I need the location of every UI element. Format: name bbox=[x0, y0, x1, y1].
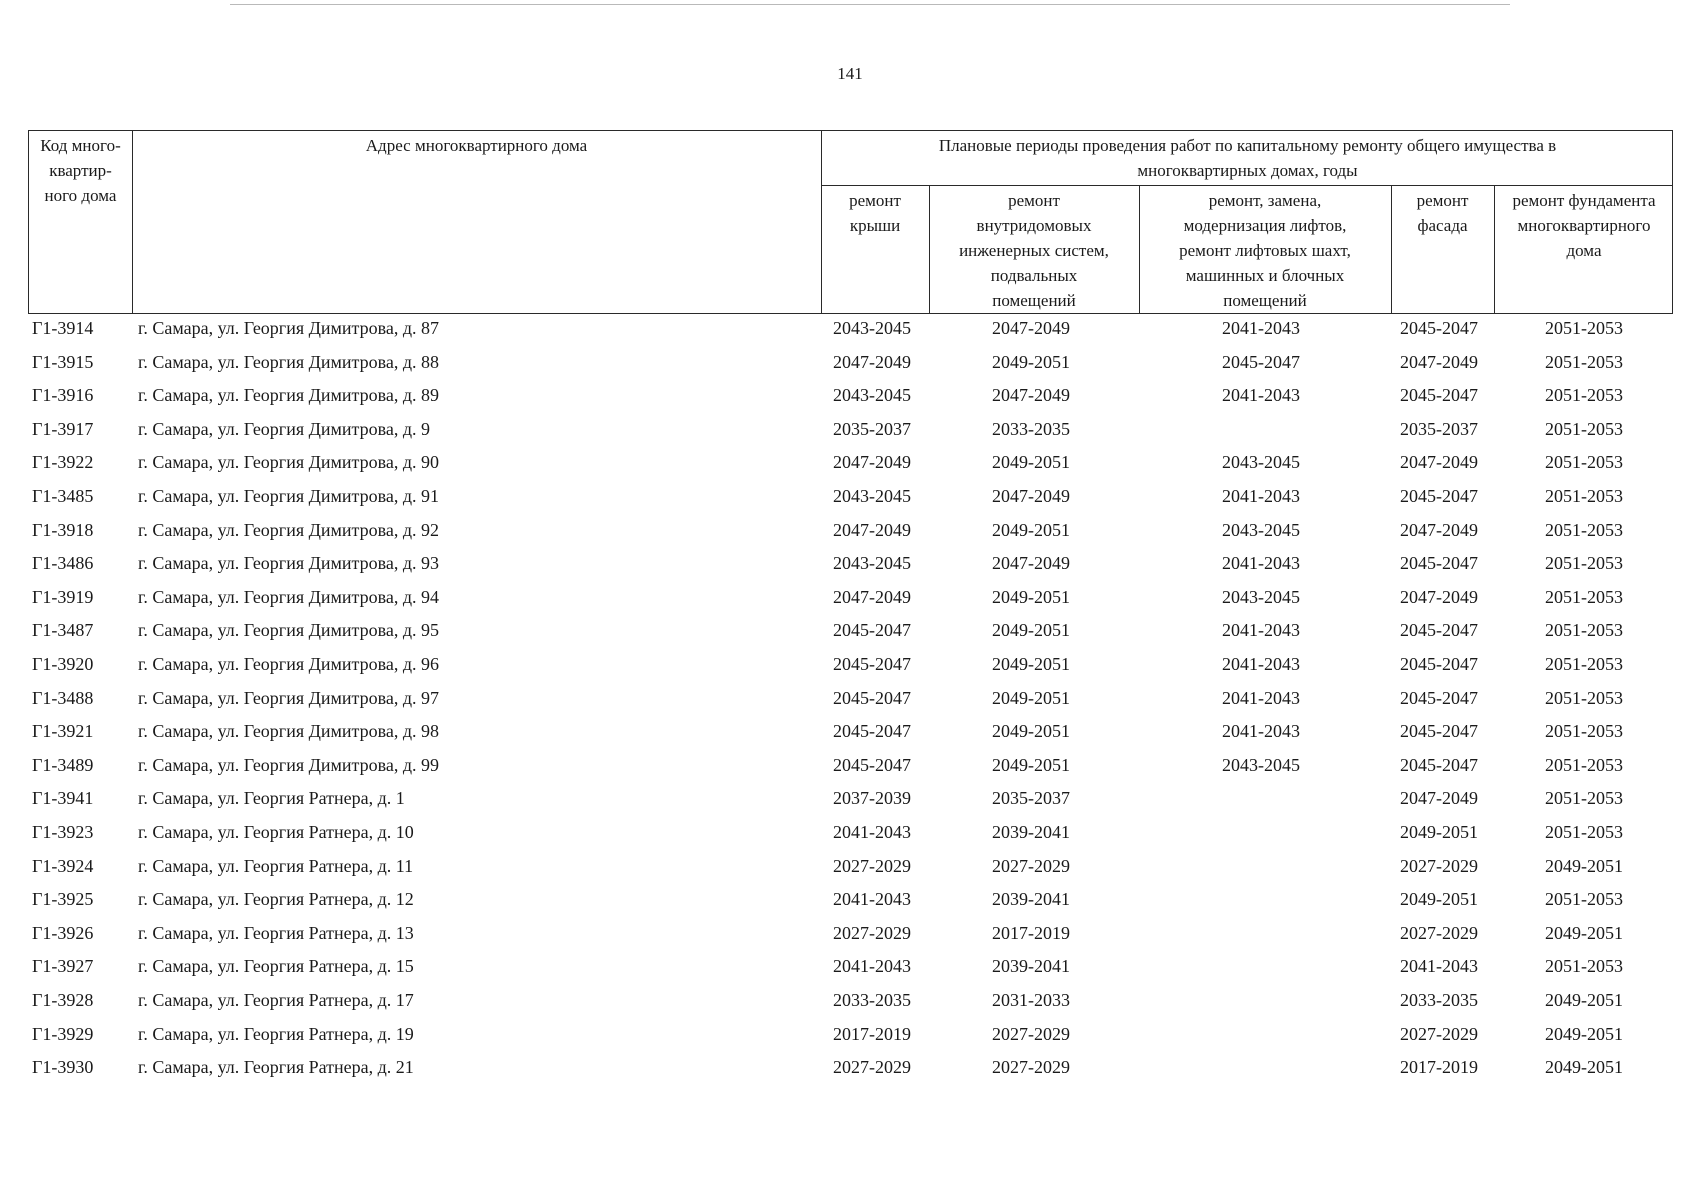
header-line: инженерных систем, bbox=[959, 241, 1109, 260]
table-row bbox=[0, 415, 1708, 449]
row-foundation: 2051-2053 bbox=[1545, 956, 1623, 977]
table-row bbox=[0, 482, 1708, 516]
row-roof: 2033-2035 bbox=[833, 990, 911, 1010]
row-foundation: 2049-2051 bbox=[1545, 922, 1623, 943]
header-line: ремонт фундамента bbox=[1512, 191, 1656, 210]
header-line: подвальных bbox=[990, 266, 1078, 285]
row-roof: 2041-2043 bbox=[833, 822, 911, 842]
row-systems: 2017-2019 bbox=[992, 922, 1070, 943]
row-address: г. Самара, ул. Георгия Ратнера, д. 10 bbox=[138, 822, 414, 842]
table-row bbox=[0, 1020, 1708, 1054]
row-code: Г1-3914 bbox=[32, 318, 94, 338]
header-line: ремонт лифтовых шахт, bbox=[1179, 241, 1351, 260]
row-address: г. Самара, ул. Георгия Димитрова, д. 99 bbox=[138, 754, 440, 775]
row-systems: 2027-2029 bbox=[992, 1057, 1070, 1078]
row-lifts: 2041-2043 bbox=[1222, 620, 1300, 641]
row-lifts: 2045-2047 bbox=[1222, 351, 1300, 372]
header-line: многоквартирного bbox=[1517, 216, 1651, 235]
row-address: г. Самара, ул. Георгия Димитрова, д. 98 bbox=[138, 721, 440, 742]
row-foundation: 2049-2051 bbox=[1545, 990, 1623, 1010]
row-foundation: 2051-2053 bbox=[1545, 620, 1623, 641]
header-line: крыши bbox=[849, 216, 901, 235]
row-roof: 2045-2047 bbox=[833, 620, 911, 641]
row-systems: 2031-2033 bbox=[992, 990, 1070, 1010]
header-line: ремонт, замена, bbox=[1208, 191, 1322, 210]
row-code: Г1-3487 bbox=[32, 620, 94, 641]
row-lifts: 2041-2043 bbox=[1222, 721, 1300, 742]
row-code: Г1-3925 bbox=[32, 889, 94, 910]
row-address: г. Самара, ул. Георгия Димитрова, д. 91 bbox=[138, 486, 440, 506]
row-code: Г1-3917 bbox=[32, 418, 94, 439]
page-number: 141 bbox=[837, 64, 863, 83]
row-systems: 2049-2051 bbox=[992, 721, 1070, 742]
row-code: Г1-3919 bbox=[32, 586, 94, 607]
row-facade: 2045-2047 bbox=[1400, 687, 1478, 708]
row-roof: 2041-2043 bbox=[833, 956, 911, 977]
row-facade: 2027-2029 bbox=[1400, 855, 1478, 876]
row-foundation: 2049-2051 bbox=[1545, 1057, 1623, 1078]
row-roof: 2041-2043 bbox=[833, 889, 911, 910]
row-foundation: 2051-2053 bbox=[1545, 318, 1623, 338]
row-code: Г1-3926 bbox=[32, 922, 94, 943]
table-row bbox=[0, 381, 1708, 415]
row-code: Г1-3924 bbox=[32, 855, 94, 876]
row-foundation: 2051-2053 bbox=[1545, 351, 1623, 372]
row-foundation: 2049-2051 bbox=[1545, 1023, 1623, 1044]
row-code: Г1-3485 bbox=[32, 486, 94, 506]
row-foundation: 2051-2053 bbox=[1545, 721, 1623, 742]
row-foundation: 2051-2053 bbox=[1545, 385, 1623, 406]
row-roof: 2037-2039 bbox=[833, 788, 911, 809]
table-row bbox=[0, 717, 1708, 751]
row-code: Г1-3928 bbox=[32, 990, 94, 1010]
row-roof: 2017-2019 bbox=[833, 1023, 911, 1044]
row-systems: 2027-2029 bbox=[992, 855, 1070, 876]
row-address: г. Самара, ул. Георгия Димитрова, д. 89 bbox=[138, 385, 440, 406]
row-address: г. Самара, ул. Георгия Ратнера, д. 12 bbox=[138, 889, 414, 910]
row-facade: 2049-2051 bbox=[1400, 822, 1478, 842]
row-facade: 2047-2049 bbox=[1400, 351, 1478, 372]
row-code: Г1-3920 bbox=[32, 654, 94, 674]
row-code: Г1-3922 bbox=[32, 452, 94, 473]
row-systems: 2027-2029 bbox=[992, 1023, 1070, 1044]
row-roof: 2027-2029 bbox=[833, 1057, 911, 1078]
row-foundation: 2051-2053 bbox=[1545, 418, 1623, 439]
row-facade: 2045-2047 bbox=[1400, 654, 1478, 674]
row-code: Г1-3486 bbox=[32, 553, 94, 574]
table-row bbox=[0, 986, 1708, 1020]
table-row bbox=[0, 852, 1708, 886]
row-code: Г1-3941 bbox=[32, 788, 94, 809]
table-row bbox=[0, 616, 1708, 650]
row-roof: 2027-2029 bbox=[833, 922, 911, 943]
row-systems: 2049-2051 bbox=[992, 519, 1070, 540]
row-systems: 2049-2051 bbox=[992, 586, 1070, 607]
row-foundation: 2051-2053 bbox=[1545, 586, 1623, 607]
table-row bbox=[0, 751, 1708, 785]
row-code: Г1-3916 bbox=[32, 385, 94, 406]
row-systems: 2047-2049 bbox=[992, 486, 1070, 506]
row-roof: 2047-2049 bbox=[833, 586, 911, 607]
col-foundation-header bbox=[1494, 188, 1674, 263]
row-code: Г1-3921 bbox=[32, 721, 94, 742]
header-line: дома bbox=[1566, 241, 1602, 260]
header-line: Код много- bbox=[40, 136, 121, 155]
header-line: помещений bbox=[1223, 291, 1307, 310]
row-code: Г1-3915 bbox=[32, 351, 94, 372]
col-lifts-header bbox=[1139, 188, 1391, 313]
col-facade-header bbox=[1391, 188, 1494, 238]
row-facade: 2047-2049 bbox=[1400, 586, 1478, 607]
row-foundation: 2051-2053 bbox=[1545, 822, 1623, 842]
row-address: г. Самара, ул. Георгия Ратнера, д. 17 bbox=[138, 990, 414, 1010]
header-line: ремонт bbox=[849, 191, 901, 210]
row-systems: 2049-2051 bbox=[992, 654, 1070, 674]
row-foundation: 2051-2053 bbox=[1545, 452, 1623, 473]
row-systems: 2039-2041 bbox=[992, 889, 1070, 910]
row-facade: 2045-2047 bbox=[1400, 385, 1478, 406]
header-line: внутридомовых bbox=[976, 216, 1092, 235]
col-roof-header bbox=[821, 188, 929, 238]
row-code: Г1-3488 bbox=[32, 687, 94, 708]
table-row bbox=[0, 919, 1708, 953]
row-address: г. Самара, ул. Георгия Димитрова, д. 92 bbox=[138, 519, 440, 540]
row-roof: 2043-2045 bbox=[833, 385, 911, 406]
row-facade: 2047-2049 bbox=[1400, 519, 1478, 540]
row-lifts: 2041-2043 bbox=[1222, 553, 1300, 574]
header-line: Плановые периоды проведения работ по капитальному ремонту общего имущества в bbox=[938, 136, 1557, 155]
row-foundation: 2051-2053 bbox=[1545, 553, 1623, 574]
table-row bbox=[0, 684, 1708, 718]
row-lifts: 2041-2043 bbox=[1222, 385, 1300, 406]
table-row bbox=[0, 348, 1708, 382]
row-facade: 2047-2049 bbox=[1400, 788, 1478, 809]
row-facade: 2045-2047 bbox=[1400, 754, 1478, 775]
header-line: модернизация лифтов, bbox=[1183, 216, 1347, 235]
row-lifts: 2043-2045 bbox=[1222, 586, 1300, 607]
row-address: г. Самара, ул. Георгия Димитрова, д. 94 bbox=[138, 586, 440, 607]
row-address: г. Самара, ул. Георгия Димитрова, д. 93 bbox=[138, 553, 440, 574]
table-row bbox=[0, 952, 1708, 986]
row-foundation: 2051-2053 bbox=[1545, 519, 1623, 540]
row-roof: 2045-2047 bbox=[833, 687, 911, 708]
row-facade: 2041-2043 bbox=[1400, 956, 1478, 977]
row-facade: 2045-2047 bbox=[1400, 553, 1478, 574]
row-address: г. Самара, ул. Георгия Ратнера, д. 13 bbox=[138, 922, 414, 943]
table-row bbox=[0, 314, 1708, 348]
table-row bbox=[0, 549, 1708, 583]
row-systems: 2049-2051 bbox=[992, 452, 1070, 473]
row-address: г. Самара, ул. Георгия Димитрова, д. 97 bbox=[138, 687, 440, 708]
row-systems: 2039-2041 bbox=[992, 822, 1070, 842]
row-facade: 2045-2047 bbox=[1400, 486, 1478, 506]
row-systems: 2049-2051 bbox=[992, 754, 1070, 775]
header-line: ного дома bbox=[44, 186, 117, 205]
header-line: квартир- bbox=[49, 161, 112, 180]
table-row bbox=[0, 818, 1708, 852]
table-row bbox=[0, 448, 1708, 482]
row-lifts: 2043-2045 bbox=[1222, 452, 1300, 473]
header-line: многоквартирных домах, годы bbox=[1137, 161, 1358, 180]
col-systems-header bbox=[929, 188, 1139, 313]
row-address: г. Самара, ул. Георгия Ратнера, д. 15 bbox=[138, 956, 414, 977]
row-roof: 2043-2045 bbox=[833, 553, 911, 574]
table-row bbox=[0, 1053, 1708, 1087]
row-facade: 2035-2037 bbox=[1400, 418, 1478, 439]
table-row bbox=[0, 885, 1708, 919]
row-facade: 2027-2029 bbox=[1400, 922, 1478, 943]
row-systems: 2035-2037 bbox=[992, 788, 1070, 809]
divider bbox=[132, 131, 133, 313]
table-row bbox=[0, 516, 1708, 550]
col-address-header: Адрес многоквартирного дома bbox=[365, 136, 588, 155]
row-code: Г1-3923 bbox=[32, 822, 94, 842]
row-lifts: 2041-2043 bbox=[1222, 654, 1300, 674]
row-lifts: 2043-2045 bbox=[1222, 519, 1300, 540]
row-foundation: 2051-2053 bbox=[1545, 788, 1623, 809]
row-foundation: 2051-2053 bbox=[1545, 486, 1623, 506]
row-address: г. Самара, ул. Георгия Димитрова, д. 96 bbox=[138, 654, 440, 674]
header-line: машинных и блочных bbox=[1185, 266, 1345, 285]
row-address: г. Самара, ул. Георгия Димитрова, д. 88 bbox=[138, 351, 440, 372]
row-roof: 2043-2045 bbox=[833, 318, 911, 338]
row-systems: 2033-2035 bbox=[992, 418, 1070, 439]
row-roof: 2047-2049 bbox=[833, 452, 911, 473]
row-facade: 2045-2047 bbox=[1400, 721, 1478, 742]
table-header bbox=[28, 130, 1673, 314]
row-systems: 2047-2049 bbox=[992, 318, 1070, 338]
row-address: г. Самара, ул. Георгия Ратнера, д. 21 bbox=[138, 1057, 414, 1078]
row-lifts: 2041-2043 bbox=[1222, 318, 1300, 338]
row-roof: 2035-2037 bbox=[833, 418, 911, 439]
row-lifts: 2041-2043 bbox=[1222, 486, 1300, 506]
row-systems: 2047-2049 bbox=[992, 385, 1070, 406]
row-roof: 2045-2047 bbox=[833, 721, 911, 742]
row-code: Г1-3927 bbox=[32, 956, 94, 977]
row-foundation: 2051-2053 bbox=[1545, 687, 1623, 708]
row-lifts: 2043-2045 bbox=[1222, 754, 1300, 775]
row-roof: 2047-2049 bbox=[833, 351, 911, 372]
table-row bbox=[0, 784, 1708, 818]
row-facade: 2017-2019 bbox=[1400, 1057, 1478, 1078]
row-address: г. Самара, ул. Георгия Димитрова, д. 90 bbox=[138, 452, 440, 473]
row-systems: 2049-2051 bbox=[992, 687, 1070, 708]
row-facade: 2033-2035 bbox=[1400, 990, 1478, 1010]
row-code: Г1-3929 bbox=[32, 1023, 94, 1044]
row-address: г. Самара, ул. Георгия Ратнера, д. 19 bbox=[138, 1023, 414, 1044]
row-address: г. Самара, ул. Георгия Ратнера, д. 1 bbox=[138, 788, 405, 809]
table-row bbox=[0, 650, 1708, 684]
row-facade: 2049-2051 bbox=[1400, 889, 1478, 910]
row-address: г. Самара, ул. Георгия Ратнера, д. 11 bbox=[138, 855, 414, 876]
row-systems: 2039-2041 bbox=[992, 956, 1070, 977]
row-code: Г1-3918 bbox=[32, 519, 94, 540]
row-systems: 2049-2051 bbox=[992, 351, 1070, 372]
scan-top-line bbox=[230, 4, 1510, 5]
row-systems: 2049-2051 bbox=[992, 620, 1070, 641]
row-systems: 2047-2049 bbox=[992, 553, 1070, 574]
row-facade: 2045-2047 bbox=[1400, 620, 1478, 641]
header-line: помещений bbox=[992, 291, 1076, 310]
table-row bbox=[0, 583, 1708, 617]
row-address: г. Самара, ул. Георгия Димитрова, д. 95 bbox=[138, 620, 440, 641]
row-facade: 2045-2047 bbox=[1400, 318, 1478, 338]
row-address: г. Самара, ул. Георгия Димитрова, д. 87 bbox=[138, 318, 440, 338]
row-roof: 2043-2045 bbox=[833, 486, 911, 506]
divider bbox=[821, 185, 1672, 186]
row-roof: 2027-2029 bbox=[833, 855, 911, 876]
row-lifts: 2041-2043 bbox=[1222, 687, 1300, 708]
row-code: Г1-3930 bbox=[32, 1057, 94, 1078]
header-line: фасада bbox=[1417, 216, 1468, 235]
col-code-header bbox=[29, 133, 132, 208]
row-foundation: 2051-2053 bbox=[1545, 754, 1623, 775]
row-roof: 2047-2049 bbox=[833, 519, 911, 540]
row-code: Г1-3489 bbox=[32, 754, 94, 775]
header-line: ремонт bbox=[1008, 191, 1060, 210]
row-facade: 2047-2049 bbox=[1400, 452, 1478, 473]
row-roof: 2045-2047 bbox=[833, 654, 911, 674]
row-foundation: 2051-2053 bbox=[1545, 889, 1623, 910]
group-title bbox=[821, 133, 1674, 183]
row-foundation: 2051-2053 bbox=[1545, 654, 1623, 674]
row-roof: 2045-2047 bbox=[833, 754, 911, 775]
row-foundation: 2049-2051 bbox=[1545, 855, 1623, 876]
row-facade: 2027-2029 bbox=[1400, 1023, 1478, 1044]
header-line: ремонт bbox=[1416, 191, 1469, 210]
row-address: г. Самара, ул. Георгия Димитрова, д. 9 bbox=[138, 418, 431, 439]
